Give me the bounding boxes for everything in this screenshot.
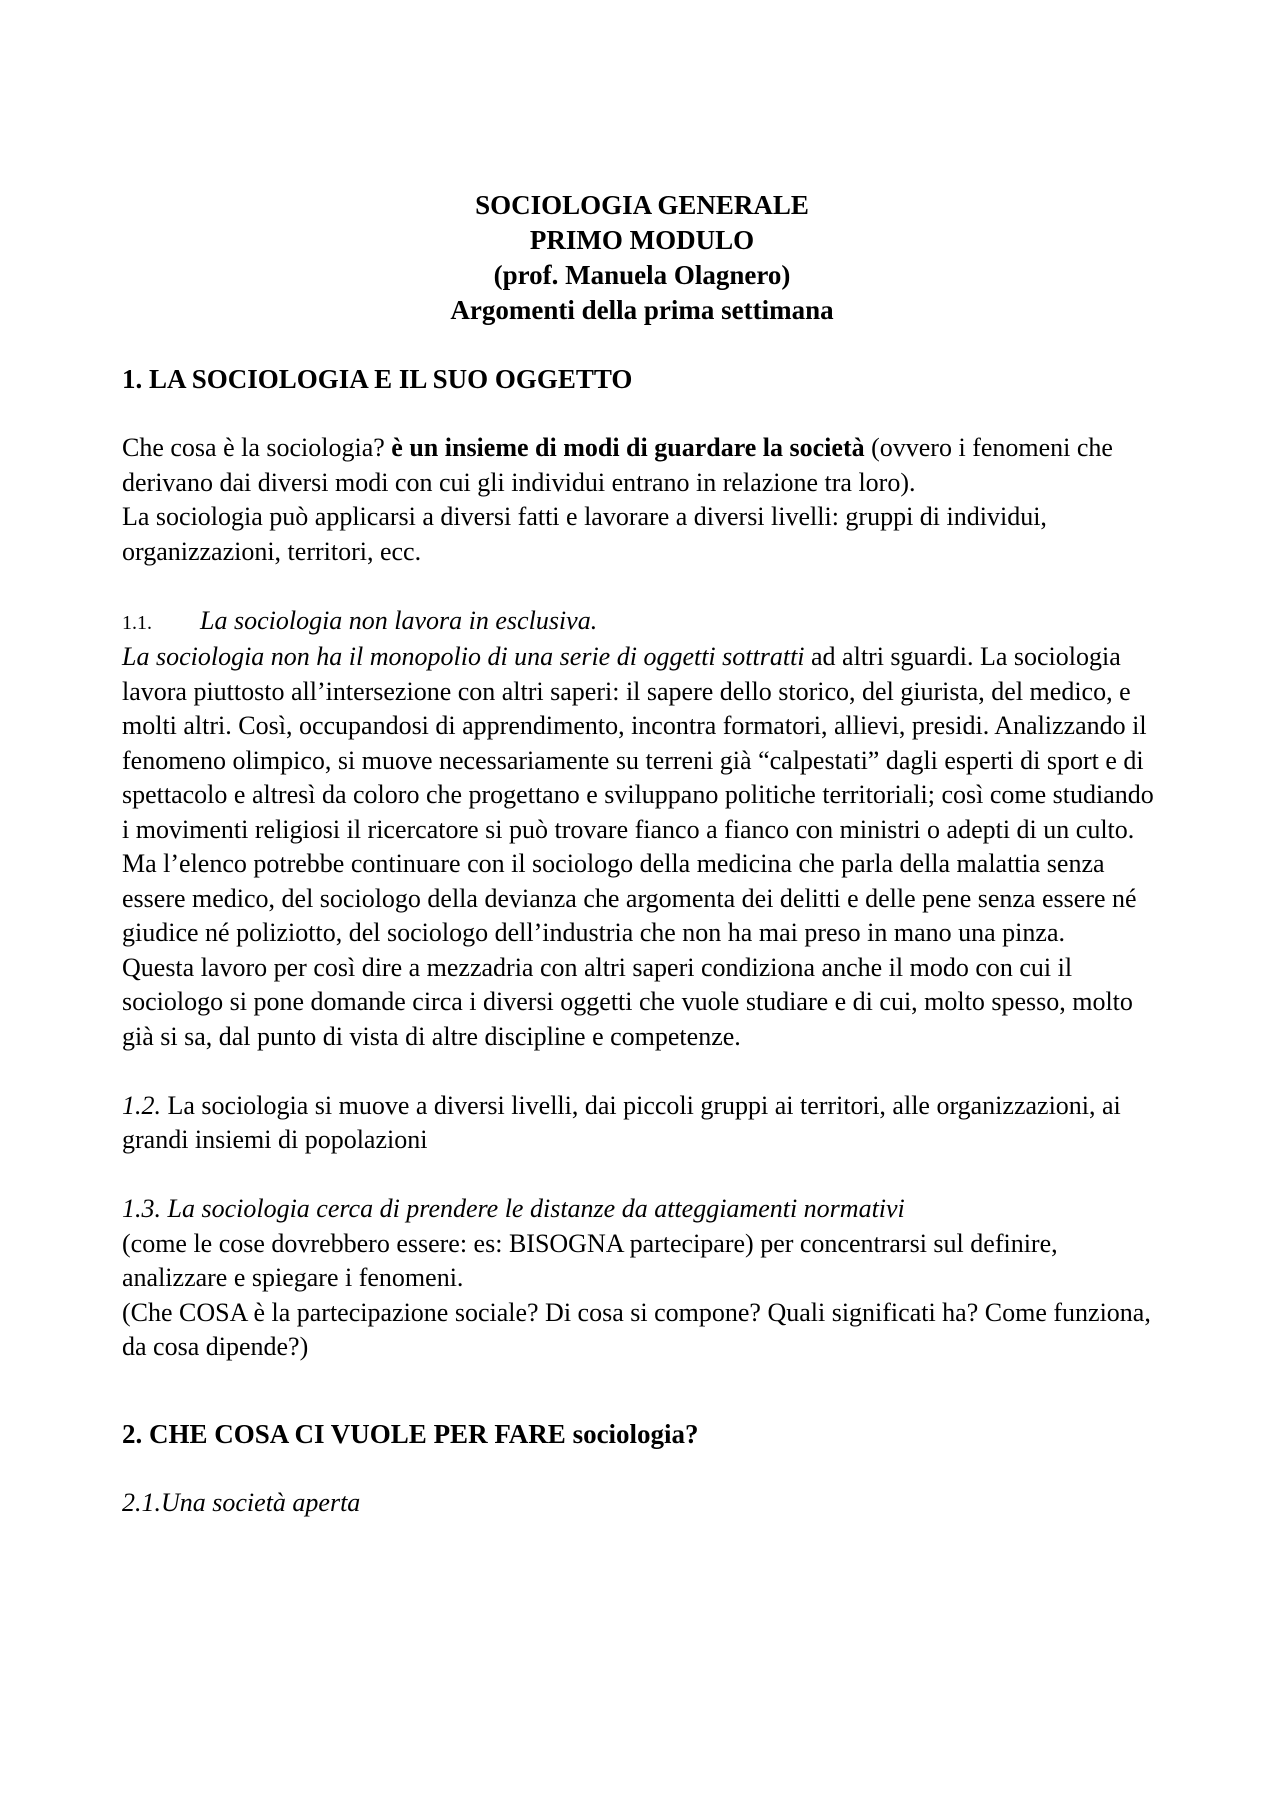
subsection-1-3-paragraph-2: (Che COSA è la partecipazione sociale? Di cosa si compone? Quali significati ha? Come funziona, da cosa dipende?) — [122, 1297, 1151, 1361]
section-1-paragraph-1: Che cosa è la sociologia? è un insieme di modi di guardare la società (ovvero i fenomeni che derivano dai diversi modi con cui gli individui entrano in relazione tra loro). — [122, 433, 1113, 497]
document-header — [122, 188, 1162, 328]
week-topics-title: Argomenti della prima settimana — [450, 295, 834, 325]
module-title: PRIMO MODULO — [529, 225, 755, 255]
subsection-1-3-paragraph-1: (come le cose dovrebbero essere: es: BISOGNA partecipare) per concentrarsi sul definire, analizzare e spiegare i fenomeni. — [122, 1228, 1058, 1292]
section-1-paragraph-2: La sociologia può applicarsi a diversi fatti e lavorare a diversi livelli: gruppi di individui, organizzazioni, territori, ecc. — [122, 502, 1047, 566]
subsection-1-1-paragraph-3: Questa lavoro per così dire a mezzadria con altri saperi condiziona anche il modo con cui il sociologo si pone domande circa i diversi oggetti che vuole studiare e di cui, molto spesso, molto già si sa, dal punto di vista di altre discipline e competenze. — [122, 952, 1133, 1051]
section-1-heading: 1. LA SOCIOLOGIA E IL SUO OGGETTO — [122, 364, 633, 394]
subsection-1-3-heading: 1.3. La sociologia cerca di prendere le distanze da atteggiamenti normativi — [122, 1194, 905, 1223]
course-title: SOCIOLOGIA GENERALE — [475, 190, 809, 220]
subsection-1-1-heading: 1.1. La sociologia non lavora in esclusiva. — [122, 605, 598, 635]
subsection-1-2: 1.2. La sociologia si muove a diversi livelli, dai piccoli gruppi ai territori, alle organizzazioni, ai grandi insiemi di popolazioni — [122, 1090, 1121, 1154]
document-body — [122, 362, 1162, 1520]
subsection-1-1-paragraph-2: Ma l’elenco potrebbe continuare con il sociologo della medicina che parla della malattia senza essere medico, del sociologo della devianza che argomenta dei delitti e delle pene senza essere né giudice né poliziotto, del sociologo dell’industria che non ha mai preso in mano una pinza. — [122, 849, 1137, 947]
subsection-2-1-heading: 2.1.Una società aperta — [122, 1487, 361, 1517]
subsection-1-1-paragraph-1: La sociologia non ha il monopolio di una serie di oggetti sottratti ad altri sguardi. La sociologia lavora piuttosto all’intersezione con altri saperi: il sapere dello storico, del giurista, del medico, e molti altri. Così, occupandosi di apprendimento, incontra formatori, allievi, presidi. Analizzando il fenomeno olimpico, si muove necessariamente su terreni già “calpestati” dagli esperti di sport e di spettacolo e altresì da coloro che progettano e sviluppano politiche territoriali; così come studiando i movimenti religiosi il ricercatore si può trovare fianco a fianco con ministri o adepti di un culto. — [122, 642, 1154, 844]
professor-name: (prof. Manuela Olagnero) — [493, 260, 791, 290]
section-2-heading: 2. CHE COSA CI VUOLE PER FARE sociologia? — [122, 1418, 699, 1449]
